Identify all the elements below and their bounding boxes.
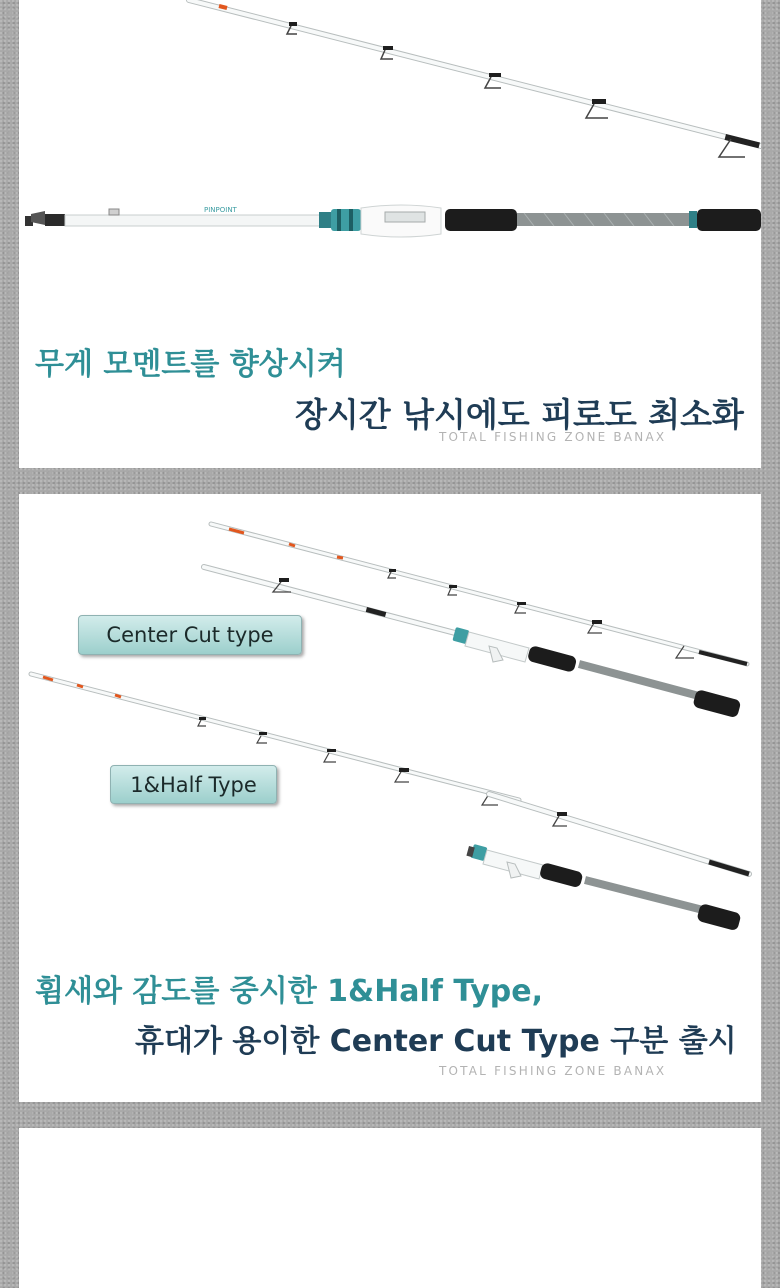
headline-line-1: 무게 모멘트를 향상시켜 <box>35 347 346 382</box>
svg-text:PINPOINT: PINPOINT <box>204 206 237 214</box>
rod-tip-section <box>189 0 761 157</box>
headline-line-2: 휴대가 용이한 Center Cut Type 구분 출시 <box>135 1024 737 1059</box>
center-cut-type-label-text: Center Cut type <box>106 623 274 647</box>
product-panel-bottom <box>19 1128 761 1288</box>
product-panel-top <box>19 0 761 468</box>
one-half-type-label <box>110 765 277 804</box>
watermark-text: TOTAL FISHING ZONE BANAX <box>439 430 667 444</box>
watermark-text: TOTAL FISHING ZONE BANAX <box>439 1064 667 1078</box>
center-cut-type-label <box>78 615 302 655</box>
rod-butt-section <box>25 205 761 237</box>
product-panel-middle <box>19 494 761 1102</box>
headline-line-2: 장시간 낚시에도 피로도 최소화 <box>295 395 744 434</box>
headline-line-1: 휨새와 감도를 중시한 1&Half Type, <box>35 974 543 1009</box>
one-half-type-label-text: 1&Half Type <box>130 772 257 797</box>
